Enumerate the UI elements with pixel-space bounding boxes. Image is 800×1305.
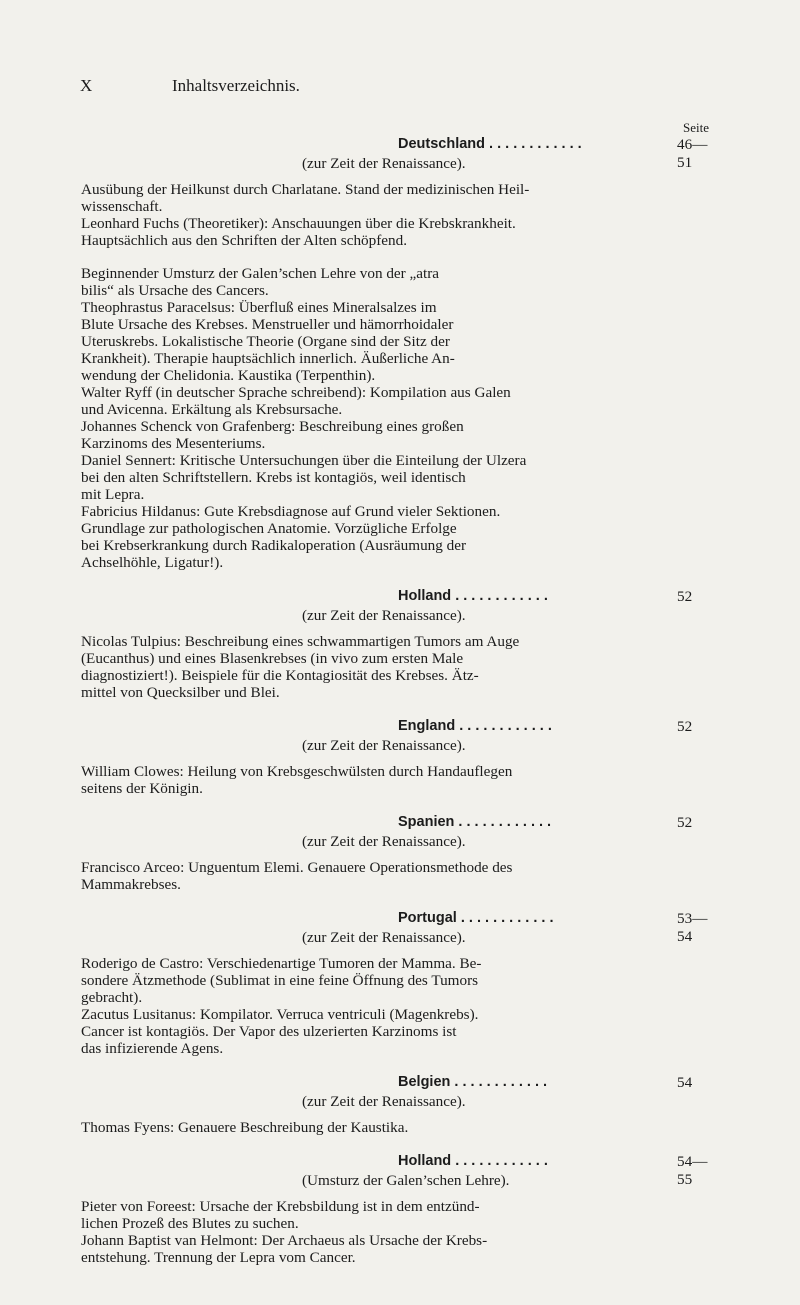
text-line: und Avicenna. Erkältung als Krebsursache. [81, 401, 343, 418]
text-line: diagnostiziert!). Beispiele für die Kontagiosität des Krebses. Ätz- [81, 667, 479, 684]
text-line: Hauptsächlich aus den Schriften der Alten schöpfend. [81, 232, 408, 249]
text-line: Mammakrebses. [81, 876, 181, 893]
running-title: Inhaltsverzeichnis. [172, 76, 300, 95]
text-line: Pieter von Foreest: Ursache der Krebsbildung ist in dem entzünd- [81, 1198, 480, 1215]
text-line: William Clowes: Heilung von Krebsgeschwülsten durch Handauflegen [81, 763, 513, 780]
section-pages: 53—54 [677, 910, 708, 945]
text-line: Johannes Schenck von Grafenberg: Beschreibung eines großen [81, 418, 464, 435]
section-pages: 46—51 [677, 136, 708, 171]
text-line: Thomas Fyens: Genauere Beschreibung der Kaustika. [81, 1119, 409, 1136]
section-subtitle: (zur Zeit der Renaissance). [302, 607, 466, 624]
text-line: wendung der Chelidonia. Kaustika (Terpenthin). [81, 367, 376, 384]
text-line: wissenschaft. [81, 198, 163, 215]
section-heading: Deutschland . . . . . . . . . . . . [398, 136, 582, 152]
text-line: Karzinoms des Mesenteriums. [81, 435, 266, 452]
toc-content [81, 136, 717, 1266]
text-line: Cancer ist kontagiös. Der Vapor des ulzerierten Karzinoms ist [81, 1023, 457, 1040]
section-heading-row [81, 1074, 717, 1093]
section-pages: 52 [677, 814, 693, 831]
text-line: gebracht). [81, 989, 143, 1006]
text-line: bei Krebserkrankung durch Radikaloperation (Ausräumung der [81, 537, 467, 554]
section-subtitle: (Umsturz der Galen’schen Lehre). [302, 1172, 510, 1189]
section-heading: Belgien . . . . . . . . . . . . [398, 1074, 548, 1090]
text-line: Roderigo de Castro: Verschiedenartige Tumoren der Mamma. Be- [81, 955, 482, 972]
text-line: bei den alten Schriftstellern. Krebs ist kontagiös, weil identisch [81, 469, 466, 486]
section-heading: Holland . . . . . . . . . . . . [398, 588, 548, 604]
text-line: sondere Ätzmethode (Sublimat in eine feine Öffnung des Tumors [81, 972, 479, 989]
text-line: Johann Baptist van Helmont: Der Archaeus als Ursache der Krebs- [81, 1232, 488, 1249]
text-line: Ausübung der Heilkunst durch Charlatane. Stand der medizinischen Heil- [81, 181, 530, 198]
text-line: Walter Ryff (in deutscher Sprache schreibend): Kompilation aus Galen [81, 384, 511, 401]
text-line: Krankheit). Therapie hauptsächlich innerlich. Äußerliche An- [81, 350, 455, 367]
text-line: Uteruskrebs. Lokalistische Theorie (Organe sind der Sitz der [81, 333, 450, 350]
section-heading: Spanien . . . . . . . . . . . . [398, 814, 552, 830]
section-pages: 52 [677, 588, 693, 605]
section-subtitle: (zur Zeit der Renaissance). [302, 737, 466, 754]
section-pages: 52 [677, 718, 693, 735]
section-heading: Portugal . . . . . . . . . . . . [398, 910, 554, 926]
text-line: das infizierende Agens. [81, 1040, 224, 1057]
text-line: Blute Ursache des Krebses. Menstrueller und hämorrhoidaler [81, 316, 454, 333]
section-pages: 54 [677, 1074, 693, 1091]
text-line: Achselhöhle, Ligatur!). [81, 554, 224, 571]
page-number: X [80, 76, 93, 95]
section-heading: England . . . . . . . . . . . . [398, 718, 552, 734]
text-line: Grundlage zur pathologischen Anatomie. Vorzügliche Erfolge [81, 520, 457, 537]
seite-label: Seite [683, 120, 709, 135]
text-line: entstehung. Trennung der Lepra vom Cancer. [81, 1249, 356, 1266]
text-line: lichen Prozeß des Blutes zu suchen. [81, 1215, 299, 1232]
section-subtitle: (zur Zeit der Renaissance). [302, 155, 466, 172]
text-line: Nicolas Tulpius: Beschreibung eines schwammartigen Tumors am Auge [81, 633, 520, 650]
text-line: (Eucanthus) und eines Blasenkrebses (in vivo zum ersten Male [81, 650, 464, 667]
section-subtitle: (zur Zeit der Renaissance). [302, 1093, 466, 1110]
section-heading-row [81, 718, 717, 737]
section-heading: Holland . . . . . . . . . . . . [398, 1153, 548, 1169]
text-line: seitens der Königin. [81, 780, 203, 797]
text-line: mittel von Quecksilber und Blei. [81, 684, 280, 701]
text-line: Theophrastus Paracelsus: Überfluß eines Mineralsalzes im [81, 299, 437, 316]
text-line: mit Lepra. [81, 486, 145, 503]
page-header [80, 76, 720, 98]
text-line: Beginnender Umsturz der Galen’schen Lehre von der „atra [81, 265, 440, 282]
text-line: bilis“ als Ursache des Cancers. [81, 282, 269, 299]
section-heading-row [81, 814, 717, 833]
text-line: Zacutus Lusitanus: Kompilator. Verruca ventriculi (Magenkrebs). [81, 1006, 479, 1023]
text-line: Francisco Arceo: Unguentum Elemi. Genauere Operationsmethode des [81, 859, 513, 876]
text-line: Fabricius Hildanus: Gute Krebsdiagnose auf Grund vieler Sektionen. [81, 503, 501, 520]
text-line: Daniel Sennert: Kritische Untersuchungen über die Einteilung der Ulzera [81, 452, 527, 469]
text-line: Leonhard Fuchs (Theoretiker): Anschauungen über die Krebskrankheit. [81, 215, 516, 232]
section-heading-row [81, 588, 717, 607]
paragraph-gap [81, 249, 717, 265]
section-subtitle: (zur Zeit der Renaissance). [302, 833, 466, 850]
section-subtitle: (zur Zeit der Renaissance). [302, 929, 466, 946]
section-pages: 54—55 [677, 1153, 708, 1188]
